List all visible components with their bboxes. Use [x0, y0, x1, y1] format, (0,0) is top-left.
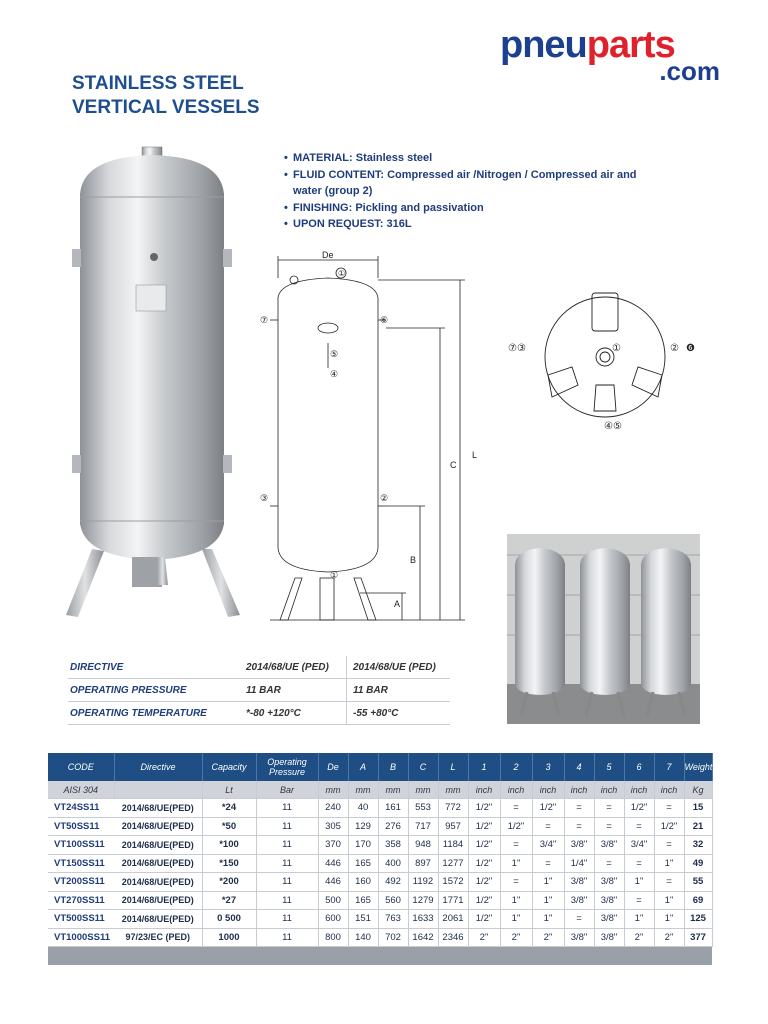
- unit-cell: Kg: [684, 781, 712, 799]
- table-cell: 2014/68/UE(PED): [114, 817, 202, 836]
- table-cell: 11: [256, 799, 318, 818]
- feature-item: • MATERIAL: Stainless steel: [284, 150, 644, 167]
- table-cell: 2": [532, 928, 564, 947]
- table-cell: 1/2": [468, 817, 500, 836]
- table-cell: *50: [202, 817, 256, 836]
- table-cell: 1/2": [468, 854, 500, 873]
- column-header: 7: [654, 753, 684, 781]
- table-cell: 305: [318, 817, 348, 836]
- table-footer-bar: [48, 947, 712, 966]
- table-cell: =: [624, 891, 654, 910]
- table-cell: 370: [318, 836, 348, 855]
- table-cell: 2": [654, 928, 684, 947]
- table-cell: 1": [500, 891, 532, 910]
- table-cell: 1277: [438, 854, 468, 873]
- table-cell: 55: [684, 873, 712, 892]
- label-1-top: ①: [338, 269, 346, 278]
- table-cell: =: [532, 817, 564, 836]
- table-cell: 160: [348, 873, 378, 892]
- table-cell: 358: [378, 836, 408, 855]
- table-cell: 702: [378, 928, 408, 947]
- feature-list: [284, 150, 644, 233]
- logo-domain: .com: [659, 56, 720, 86]
- table-cell: 500: [318, 891, 348, 910]
- label-l: L: [472, 450, 478, 460]
- table-cell: 3/8": [594, 910, 624, 929]
- label-de: De: [322, 250, 334, 260]
- table-cell: =: [654, 873, 684, 892]
- table-cell: 1": [654, 891, 684, 910]
- column-header: A: [348, 753, 378, 781]
- table-cell: 40: [348, 799, 378, 818]
- table-row: [48, 910, 712, 929]
- table-cell: 1/2": [654, 817, 684, 836]
- table-cell: 11: [256, 817, 318, 836]
- label-1-bottom: ①: [330, 570, 339, 580]
- spec-row: [68, 679, 450, 702]
- logo-text-red: parts: [586, 24, 675, 66]
- unit-cell: mm: [408, 781, 438, 799]
- column-header: 4: [564, 753, 594, 781]
- table-cell: 2014/68/UE(PED): [114, 836, 202, 855]
- table-cell: 1572: [438, 873, 468, 892]
- unit-cell: inch: [594, 781, 624, 799]
- table-cell: 2061: [438, 910, 468, 929]
- table-row: [48, 854, 712, 873]
- table-cell: 1": [654, 854, 684, 873]
- column-header: 6: [624, 753, 654, 781]
- unit-cell: mm: [438, 781, 468, 799]
- units-row: [48, 781, 712, 799]
- product-table: [48, 753, 713, 965]
- column-header: L: [438, 753, 468, 781]
- label-c: C: [450, 460, 457, 470]
- table-cell: 1771: [438, 891, 468, 910]
- table-cell: 32: [684, 836, 712, 855]
- table-cell: *200: [202, 873, 256, 892]
- label-7: ⑦: [260, 315, 269, 325]
- table-cell: 3/4": [532, 836, 564, 855]
- table-cell: 1/2": [468, 910, 500, 929]
- column-header: 1: [468, 753, 500, 781]
- table-cell: 2014/68/UE(PED): [114, 910, 202, 929]
- label-7-3: ⑦③: [508, 343, 526, 354]
- unit-cell: Lt: [202, 781, 256, 799]
- table-cell: 2": [468, 928, 500, 947]
- label-4-5-top-view: ④⑤: [604, 421, 622, 432]
- table-cell: 400: [378, 854, 408, 873]
- table-cell: VT24SS11: [48, 799, 114, 818]
- table-cell: 21: [684, 817, 712, 836]
- table-cell: 1192: [408, 873, 438, 892]
- table-cell: 3/8": [594, 891, 624, 910]
- table-cell: =: [564, 910, 594, 929]
- table-cell: 763: [378, 910, 408, 929]
- table-cell: 140: [348, 928, 378, 947]
- table-cell: 1": [500, 910, 532, 929]
- spec-label: OPERATING TEMPERATURE: [68, 702, 244, 725]
- table-cell: 11: [256, 891, 318, 910]
- table-row: [48, 799, 712, 818]
- table-cell: 2014/68/UE(PED): [114, 891, 202, 910]
- spec-value: 11 BAR: [244, 679, 347, 702]
- table-cell: 165: [348, 854, 378, 873]
- label-6-top-view: ❻: [686, 343, 695, 354]
- column-header: 2: [500, 753, 532, 781]
- table-cell: 3/8": [594, 928, 624, 947]
- label-b: B: [410, 555, 417, 565]
- table-cell: 2014/68/UE(PED): [114, 873, 202, 892]
- spec-label: DIRECTIVE: [68, 656, 244, 679]
- table-cell: =: [624, 854, 654, 873]
- table-cell: 1/2": [468, 836, 500, 855]
- top-view-diagram: [500, 285, 700, 435]
- table-cell: 800: [318, 928, 348, 947]
- feature-item: • UPON REQUEST: 316L: [284, 216, 644, 233]
- column-header: 5: [594, 753, 624, 781]
- column-header: C: [408, 753, 438, 781]
- table-row: [48, 928, 712, 947]
- logo-text-blue: pneu: [500, 24, 587, 66]
- spec-value: *-80 +120°C: [244, 702, 347, 725]
- unit-cell: inch: [654, 781, 684, 799]
- feature-item: • FLUID CONTENT: Compressed air /Nitrogen / Compressed air and water (group 2): [284, 167, 644, 200]
- table-cell: VT50SS11: [48, 817, 114, 836]
- table-cell: VT100SS11: [48, 836, 114, 855]
- table-cell: =: [624, 817, 654, 836]
- spec-row: [68, 656, 450, 679]
- table-cell: 1/4": [564, 854, 594, 873]
- unit-cell: inch: [532, 781, 564, 799]
- table-cell: 11: [256, 836, 318, 855]
- unit-cell: inch: [468, 781, 500, 799]
- table-row: [48, 873, 712, 892]
- column-header: Weight: [684, 753, 712, 781]
- table-cell: =: [594, 817, 624, 836]
- table-cell: 3/8": [594, 836, 624, 855]
- table-cell: 170: [348, 836, 378, 855]
- table-cell: 446: [318, 854, 348, 873]
- spec-value: 2014/68/UE (PED): [347, 656, 451, 679]
- table-cell: 772: [438, 799, 468, 818]
- unit-cell: mm: [318, 781, 348, 799]
- table-cell: 1/2": [500, 817, 532, 836]
- table-cell: 948: [408, 836, 438, 855]
- table-cell: 1": [654, 910, 684, 929]
- table-row: [48, 836, 712, 855]
- table-cell: 69: [684, 891, 712, 910]
- spec-table: [68, 656, 450, 725]
- table-header-row: [48, 753, 712, 781]
- table-cell: 1/2": [468, 891, 500, 910]
- table-cell: =: [500, 873, 532, 892]
- table-cell: *100: [202, 836, 256, 855]
- table-cell: =: [594, 799, 624, 818]
- table-cell: *27: [202, 891, 256, 910]
- table-cell: =: [532, 854, 564, 873]
- unit-cell: AISI 304: [48, 781, 114, 799]
- table-cell: =: [500, 836, 532, 855]
- table-cell: 125: [684, 910, 712, 929]
- page-title: [72, 72, 260, 120]
- table-cell: 240: [318, 799, 348, 818]
- brand-logo: [500, 24, 730, 84]
- feature-item: • FINISHING: Pickling and passivation: [284, 200, 644, 217]
- table-cell: 2": [500, 928, 532, 947]
- label-2-top-view: ②: [670, 343, 679, 354]
- table-cell: 1": [624, 873, 654, 892]
- table-cell: 97/23/EC (PED): [114, 928, 202, 947]
- dimension-diagram: [250, 248, 500, 628]
- column-header: De: [318, 753, 348, 781]
- table-cell: 1": [532, 910, 564, 929]
- table-cell: VT200SS11: [48, 873, 114, 892]
- table-cell: 1000: [202, 928, 256, 947]
- table-cell: =: [594, 854, 624, 873]
- column-header: CODE: [48, 753, 114, 781]
- table-cell: 1/2": [532, 799, 564, 818]
- three-tanks-photo: [507, 534, 700, 724]
- table-cell: *24: [202, 799, 256, 818]
- table-cell: 151: [348, 910, 378, 929]
- table-cell: =: [654, 799, 684, 818]
- table-cell: 3/8": [564, 873, 594, 892]
- tank-photo: [62, 145, 242, 627]
- table-row: [48, 817, 712, 836]
- table-cell: 11: [256, 854, 318, 873]
- table-cell: 11: [256, 910, 318, 929]
- table-cell: 2014/68/UE(PED): [114, 799, 202, 818]
- table-cell: 49: [684, 854, 712, 873]
- table-cell: 553: [408, 799, 438, 818]
- footer-cell: [48, 947, 712, 966]
- label-5: ⑤: [330, 349, 339, 359]
- table-cell: 1279: [408, 891, 438, 910]
- table-cell: 897: [408, 854, 438, 873]
- label-3: ③: [260, 493, 269, 503]
- table-cell: *150: [202, 854, 256, 873]
- table-cell: =: [654, 836, 684, 855]
- table-cell: 957: [438, 817, 468, 836]
- table-cell: 3/8": [564, 891, 594, 910]
- table-cell: 15: [684, 799, 712, 818]
- table-cell: VT150SS11: [48, 854, 114, 873]
- unit-cell: Bar: [256, 781, 318, 799]
- table-cell: 1/2": [468, 873, 500, 892]
- label-2: ②: [380, 493, 389, 503]
- unit-cell: [114, 781, 202, 799]
- table-cell: 2014/68/UE(PED): [114, 854, 202, 873]
- table-cell: 161: [378, 799, 408, 818]
- table-cell: =: [564, 799, 594, 818]
- table-cell: 1/2": [468, 799, 500, 818]
- table-cell: 1": [500, 854, 532, 873]
- table-cell: 3/8": [594, 873, 624, 892]
- spec-row: [68, 702, 450, 725]
- table-cell: 1184: [438, 836, 468, 855]
- table-cell: 2": [624, 928, 654, 947]
- table-cell: 1633: [408, 910, 438, 929]
- table-cell: 560: [378, 891, 408, 910]
- table-cell: 3/4": [624, 836, 654, 855]
- table-cell: 11: [256, 928, 318, 947]
- table-cell: 377: [684, 928, 712, 947]
- unit-cell: inch: [564, 781, 594, 799]
- table-cell: 3/8": [564, 836, 594, 855]
- table-cell: 276: [378, 817, 408, 836]
- column-header: Operating Pressure: [256, 753, 318, 781]
- table-cell: VT1000SS11: [48, 928, 114, 947]
- column-header: 3: [532, 753, 564, 781]
- table-cell: 2346: [438, 928, 468, 947]
- unit-cell: inch: [624, 781, 654, 799]
- table-cell: 492: [378, 873, 408, 892]
- table-cell: 717: [408, 817, 438, 836]
- table-cell: 11: [256, 873, 318, 892]
- table-cell: VT270SS11: [48, 891, 114, 910]
- spec-label: OPERATING PRESSURE: [68, 679, 244, 702]
- column-header: Directive: [114, 753, 202, 781]
- table-cell: 446: [318, 873, 348, 892]
- unit-cell: mm: [348, 781, 378, 799]
- table-cell: 129: [348, 817, 378, 836]
- table-cell: 1642: [408, 928, 438, 947]
- table-cell: 1": [532, 873, 564, 892]
- unit-cell: mm: [378, 781, 408, 799]
- label-1-top-view: ①: [612, 343, 621, 354]
- column-header: B: [378, 753, 408, 781]
- table-cell: VT500SS11: [48, 910, 114, 929]
- label-4: ④: [330, 369, 339, 379]
- table-cell: 1": [624, 910, 654, 929]
- table-cell: 3/8": [564, 928, 594, 947]
- title-line-1: STAINLESS STEEL: [72, 73, 244, 94]
- table-cell: =: [500, 799, 532, 818]
- title-line-2: VERTICAL VESSELS: [72, 97, 260, 118]
- label-6: ⑥: [380, 315, 389, 325]
- label-a: A: [394, 599, 401, 609]
- column-header: Capacity: [202, 753, 256, 781]
- table-cell: 0 500: [202, 910, 256, 929]
- table-cell: 600: [318, 910, 348, 929]
- spec-value: 2014/68/UE (PED): [244, 656, 347, 679]
- table-cell: =: [564, 817, 594, 836]
- table-cell: 1/2": [624, 799, 654, 818]
- unit-cell: inch: [500, 781, 532, 799]
- table-row: [48, 891, 712, 910]
- table-cell: 1": [532, 891, 564, 910]
- spec-value: 11 BAR: [347, 679, 451, 702]
- spec-value: -55 +80°C: [347, 702, 451, 725]
- table-cell: 165: [348, 891, 378, 910]
